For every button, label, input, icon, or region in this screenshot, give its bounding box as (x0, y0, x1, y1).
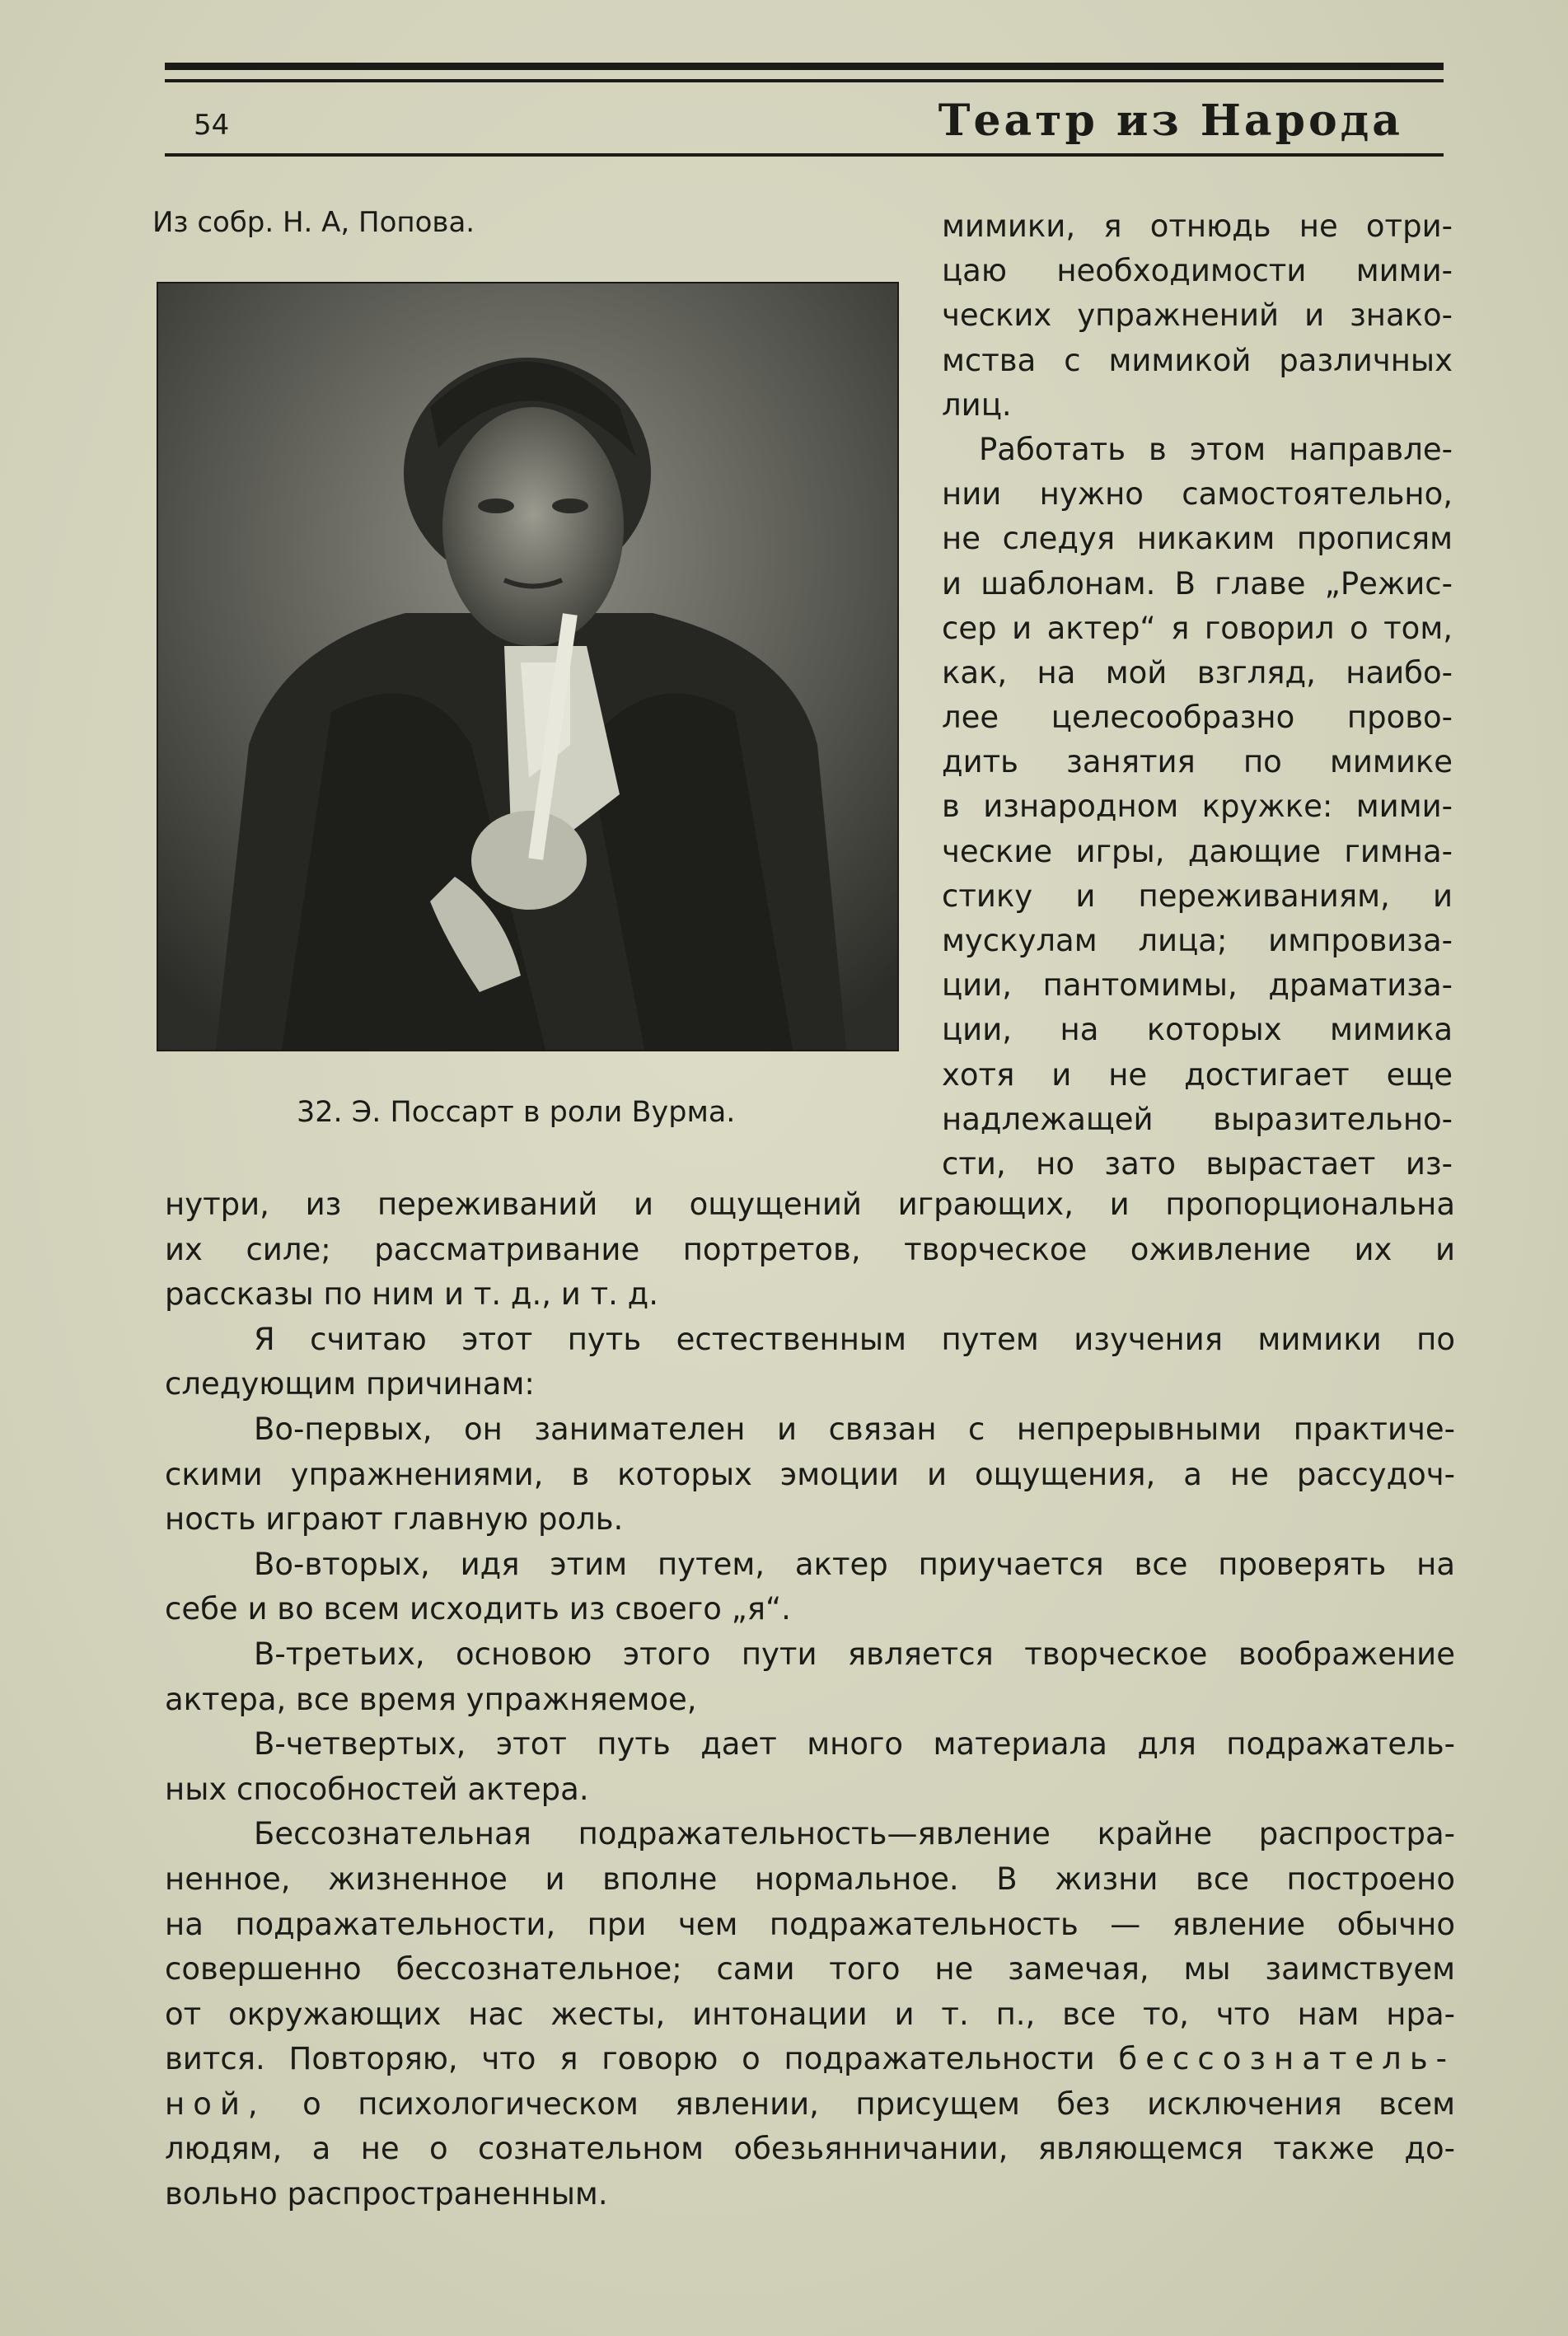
text-line: не следуя никаким прописям (942, 521, 1453, 557)
text-line: скими упражнениями, в которых эмоции и ощущения, а не рассудоч- (165, 1456, 1455, 1492)
portrait-photo (157, 282, 899, 1051)
text-line: хотя и не достигает еще (942, 1056, 1453, 1093)
running-title: Театр из Народа (938, 96, 1403, 146)
text-line: Я считаю этот путь естественным путем изучения мимики по (254, 1321, 1455, 1357)
header-rule-bottom (165, 153, 1444, 157)
text-line: сти, но зато вырастает из- (942, 1145, 1453, 1182)
text-line: вольно распространенным. (165, 2176, 608, 2212)
text-line: мства с мимикой различных (942, 342, 1453, 378)
page-number: 54 (194, 109, 230, 142)
text-line: себе и во всем исходить из своего „я“. (165, 1591, 791, 1627)
text-line: мимики, я отнюдь не отри- (942, 208, 1453, 244)
text-line: надлежащей выразительно- (942, 1101, 1453, 1137)
text-line: Во-первых, он занимателен и связан с непрерывными практиче- (254, 1411, 1455, 1447)
text-line: Бессознательная подражательность—явление крайне распростра- (254, 1816, 1455, 1852)
text-line: Работать в этом направле- (979, 431, 1453, 467)
text-line: на подражательности, при чем подражательность — явление обычно (165, 1906, 1455, 1942)
text-line: стику и переживаниям, и (942, 878, 1453, 914)
text-line: от окружающих нас жесты, интонации и т. п., все то, что нам нра- (165, 1996, 1455, 2032)
text-line: как, на мой взгляд, наибо- (942, 654, 1453, 691)
text-line: лее целесообразно прово- (942, 700, 1453, 736)
text-line: и шаблонам. В главе „Режис- (942, 565, 1453, 602)
header-rule-thin (165, 79, 1444, 82)
text-line: рассказы по ним и т. д., и т. д. (165, 1276, 658, 1313)
text-line: актера, все время упражняемое, (165, 1681, 697, 1717)
text-line (165, 2037, 1455, 2082)
text-line: мускулам лица; импровиза- (942, 923, 1453, 958)
text-line: сер и актер“ я говорил о том, (942, 610, 1453, 646)
text-line: ных способностей актера. (165, 1771, 589, 1807)
text-line: ческие игры, дающие гимна- (942, 833, 1453, 869)
text-line: цаю необходимости мими- (942, 253, 1453, 289)
text-line: ческих упражнений и знако- (942, 297, 1453, 334)
text-line: их силе; рассматривание портретов, творческое оживление их и (165, 1231, 1455, 1267)
text-line: дить занятия по мимике (942, 744, 1453, 780)
text-line: В-четвертых, этот путь дает много материала для подражатель- (254, 1726, 1455, 1763)
text-line: в изнародном кружке: мими- (942, 789, 1453, 825)
text-segment: вится. Повторяю, что я говорю о подражательности (165, 2041, 1095, 2077)
text-line: В-третьих, основою этого пути является творческое воображение (254, 1636, 1455, 1672)
text-line: ность играют главную роль. (165, 1501, 624, 1538)
header-rule-top (165, 63, 1444, 70)
text-line: ции, пантомимы, драматиза- (942, 967, 1453, 1004)
text-line: совершенно бессознательное; сами того не замечая, мы заимствуем (165, 1951, 1455, 1987)
text-line (165, 2082, 1455, 2128)
emphasized-word: ной, (165, 2086, 266, 2122)
text-line: нутри, из переживаний и ощущений играющих, и пропорциональна (165, 1187, 1455, 1222)
text-line: людям, а не о сознательном обезьянничании, являющемся также до- (165, 2131, 1455, 2167)
right-column-text (942, 204, 1453, 1187)
photo-caption: 32. Э. Поссарт в роли Вурма. (297, 1096, 736, 1129)
text-segment: о психологическом явлении, присущем без исключения всем (302, 2086, 1455, 2122)
full-width-text (165, 1182, 1455, 2217)
text-line: лиц. (942, 386, 1012, 423)
photo-credit: Из собр. Н. А, Попова. (152, 206, 475, 239)
emphasized-word: бессознатель- (1118, 2041, 1455, 2077)
portrait-illustration (158, 283, 897, 1050)
text-line: следующим причинам: (165, 1366, 535, 1402)
text-line: Во-вторых, идя этим путем, актер приучается все проверять на (254, 1546, 1455, 1582)
text-line: нии нужно самостоятельно, (942, 476, 1453, 513)
text-line: ции, на которых мимика (942, 1012, 1453, 1048)
text-line: ненное, жизненное и вполне нормальное. В жизни все построено (165, 1861, 1455, 1897)
